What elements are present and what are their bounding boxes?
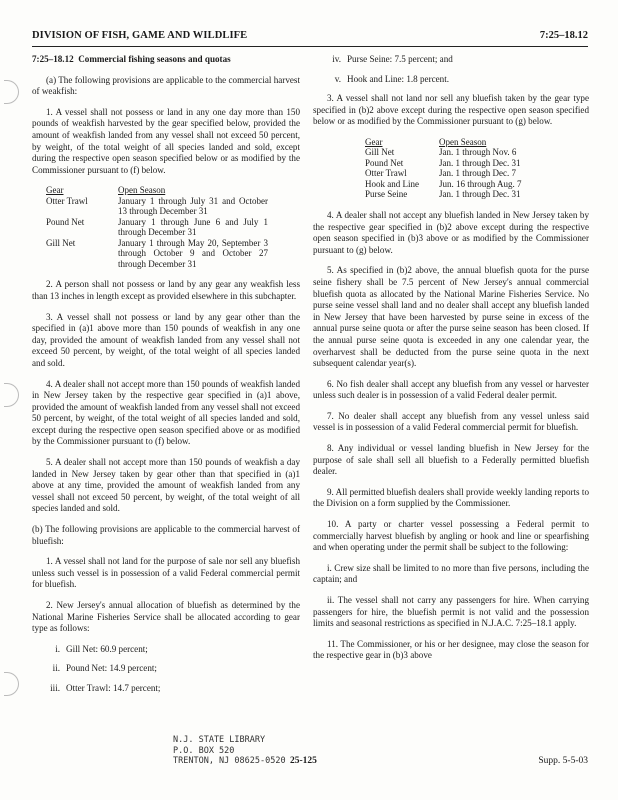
gear-cell: Gill Net [365, 147, 395, 158]
para-a3: 3. A vessel shall not possess or land by any gear other than the specified in (a)1 above more than 150 pounds of weakfish in any one day, provided the amount of weakfish landed from any vessel shall not exceed 50 percent, by weight, of the total weight of all species landed and sold. [32, 311, 300, 368]
para-b5: 5. As specified in (b)2 above, the annual bluefish quota for the purse seine fishery shall be 7.5 percent of New Jersey's annual commercial bluefish quota as allocated by the National Marine Fisheries Service. No purse seine vessel shall land and no dealer shall accept any bluefish landed in New Jersey that have been harvested by purse seine in excess of the annual purse seine quota or after the purse seine season has been closed. If the annual purse seine quota is exceeded in any one calendar year, the overharvest shall be deducted from the purse seine quota in the next subsequent calendar year(s). [313, 265, 589, 369]
para-b-intro: (b) The following provisions are applicable to the commercial harvest of bluefish: [32, 524, 300, 546]
season-cell: Jan. 1 through Nov. 6 [439, 147, 517, 158]
section-number: 7:25–18.12 [32, 54, 74, 64]
table-row [365, 179, 522, 190]
para-a4: 4. A dealer shall not accept more than 150 pounds of weakfish landed in New Jersey taken by the respective gear specified in (a)1 above, provided the amount of weakfish landed from any vessel shall not exceed 50 percent, by weight, of the total weight of all species landed and sold, except during the respective open season specified above or as modified by the Commissioner pursuant to (f) below. [32, 378, 300, 447]
season-cell: January 1 through May 20, September 3 through October 9 and October 27 through December 31 [118, 237, 268, 269]
gear-cell: Gill Net [46, 237, 76, 248]
season-cell: Jun. 16 through Aug. 7 [439, 178, 522, 189]
para-b2: 2. New Jersey's annual allocation of bluefish as determined by the National Marine Fisheries Service shall be allocated according to gear type as follows: [32, 600, 300, 634]
para-b8: 8. Any individual or vessel landing bluefish in New Jersey for the purpose of sale shall sell all bluefish to a Federally permitted bluefish dealer. [313, 443, 589, 477]
list-item: iv. Purse Seine: 7.5 percent; and [332, 54, 453, 64]
para-a-intro: (a) The following provisions are applicable to the commercial harvest of weakfish: [32, 74, 300, 97]
para-b4: 4. A dealer shall not accept any bluefish landed in New Jersey taken by the respective gear specified in (b)2 above except during the respective open season specified in (b)3 above or as modified by the Commissioner pursuant to (g) below. [313, 209, 589, 255]
para-a1: 1. A vessel shall not possess or land in any one day more than 150 pounds of weakfish harvested by the gear specified below, provided the amount of weakfish landed from any vessel shall not exceed 50 percent, by weight, of the total weight of all species landed and sold, except during the respective open season specified below or as modified by the Commissioner pursuant to (f) below. [32, 106, 300, 175]
punch-hole-2 [4, 383, 19, 407]
list-item: v. Hook and Line: 1.8 percent. [334, 73, 450, 84]
season-cell: January 1 through June 6 and July 1 through December 31 [118, 216, 268, 238]
list-item: i. Crew size shall be limited to no more than five persons, including the captain; and [313, 562, 589, 585]
season-cell: January 1 through July 31 and October 13 through December 31 [118, 195, 268, 217]
para-b6: 6. No fish dealer shall accept any bluefish from any vessel or harvester unless such dealer is in possession of a valid Federal dealer permit. [313, 378, 589, 401]
gear-cell: Pound Net [46, 216, 85, 227]
bluefish-season-table [365, 137, 522, 200]
para-b9: 9. All permitted bluefish dealers shall provide weekly landing reports to the Division on a form supplied by the Commissioner. [313, 486, 589, 509]
list-item: ii. Pound Net: 14.9 percent; [52, 663, 157, 674]
table-row [46, 196, 268, 217]
section-title: Commercial fishing seasons and quotas [78, 54, 231, 64]
section-heading [32, 54, 300, 66]
list-item: i. Gill Net: 60.9 percent; [55, 643, 148, 654]
gear-cell: Pound Net [365, 157, 404, 168]
gear-cell: Hook and Line [365, 178, 419, 189]
season-cell: Jan. 1 through Dec. 31 [439, 157, 521, 168]
supplement-date: Supp. 5-5-03 [538, 756, 588, 766]
library-stamp: N.J. STATE LIBRARY P.O. BOX 520 TRENTON, NJ 08625-0520 [173, 735, 286, 766]
header-rule [32, 46, 588, 47]
gear-cell: Otter Trawl [46, 195, 88, 206]
table-row [365, 147, 522, 158]
right-column [313, 54, 589, 671]
weakfish-season-header: Open Season [118, 185, 166, 196]
table-row [365, 158, 522, 169]
left-column [32, 54, 300, 703]
punch-hole-3 [4, 672, 19, 696]
gear-cell: Purse Seine [365, 189, 408, 200]
para-b7: 7. No dealer shall accept any bluefish from any vessel unless said vessel is in possession of a valid Federal commercial permit for bluefish. [313, 410, 589, 433]
bluefish-gear-header: Gear [365, 136, 383, 147]
running-header [32, 30, 588, 46]
list-item: iii. Otter Trawl: 14.7 percent; [50, 682, 161, 693]
gear-cell: Otter Trawl [365, 168, 407, 179]
para-b10: 10. A party or charter vessel possessing a Federal permit to commercially harvest bluefish by angling or hook and line or spearfishing and when operating under the permit shall be subject to the following: [313, 519, 589, 553]
table-row [365, 168, 522, 179]
punch-hole-1 [4, 80, 19, 104]
para-b3: 3. A vessel shall not land nor sell any bluefish taken by the gear type specified in (b)2 above except during the respective open season specified below or as modified by the Commissioner pursuant to (g) below. [313, 93, 589, 127]
header-division-title: DIVISION OF FISH, GAME AND WILDLIFE [32, 30, 248, 41]
para-a5: 5. A dealer shall not accept more than 150 pounds of weakfish a day landed in New Jersey taken by gear other than that specified in (a)1 above at any time, provided the amount of weakfish landed from any vessel shall not exceed 50 percent, by weight, of the total weight of all species landed and sold. [32, 457, 300, 514]
season-cell: Jan. 1 through Dec. 7 [439, 168, 516, 179]
bluefish-season-header: Open Season [439, 136, 487, 147]
header-section-number: 7:25–18.12 [539, 30, 588, 41]
list-item: ii. The vessel shall not carry any passengers for hire. When carrying passengers for hire, the bluefish permit is not valid and the possession limits and seasonal restrictions as specified in N.J.A.C. 7:25–18.1 apply. [313, 595, 589, 629]
para-b11: 11. The Commissioner, or his or her designee, may close the season for the respective gear in (b)3 above [313, 638, 589, 661]
para-a2: 2. A person shall not possess or land by any gear any weakfish less than 13 inches in length except as provided elsewhere in this subchapter. [32, 279, 300, 301]
table-row [46, 217, 268, 238]
season-cell: Jan. 1 through Dec. 31 [439, 189, 521, 200]
page-number: 25-125 [290, 756, 317, 766]
para-b1: 1. A vessel shall not land for the purpose of sale nor sell any bluefish unless such vessel is in possession of a valid Federal commercial permit for bluefish. [32, 556, 300, 590]
table-row [46, 238, 268, 270]
weakfish-gear-header: Gear [46, 185, 64, 196]
table-row [365, 189, 522, 200]
weakfish-season-table [46, 185, 268, 269]
